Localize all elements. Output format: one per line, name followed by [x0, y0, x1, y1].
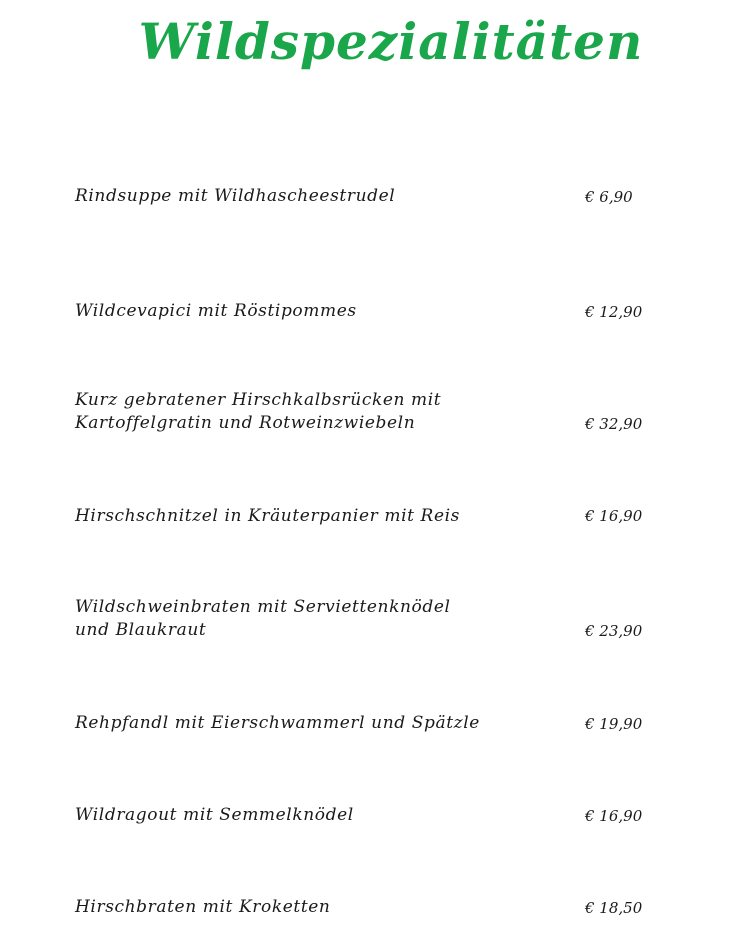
- menu-item-name: [75, 389, 441, 435]
- menu-item-price: € 32,90: [585, 415, 643, 433]
- menu-item-line: Rehpfandl mit Eierschwammerl und Spätzle: [75, 713, 480, 733]
- menu-item-name: [75, 596, 451, 642]
- page-title: Wildspezialitäten: [138, 12, 644, 71]
- menu-item-line: und Blaukraut: [75, 620, 207, 640]
- menu-item-line: Kartoffelgratin und Rotweinzwiebeln: [75, 413, 416, 433]
- menu-item-line: Rindsuppe mit Wildhascheestrudel: [75, 186, 396, 206]
- menu-item-name: [75, 300, 357, 323]
- menu-item-price: € 23,90: [585, 622, 643, 640]
- menu-item-line: Wildcevapici mit Röstipommes: [75, 301, 357, 321]
- menu-item-price: € 6,90: [585, 188, 633, 206]
- menu-item-line: Wildragout mit Semmelknödel: [75, 805, 354, 825]
- menu-item-price: € 16,90: [585, 807, 643, 825]
- menu-item-price: € 18,50: [585, 899, 643, 917]
- menu-item-price: € 12,90: [585, 303, 643, 321]
- menu-item-name: [75, 712, 480, 735]
- menu-item-price: € 16,90: [585, 507, 643, 525]
- menu-item-line: Hirschschnitzel in Kräuterpanier mit Reis: [75, 506, 460, 526]
- menu-item-name: [75, 505, 460, 528]
- menu-item-name: [75, 185, 395, 208]
- menu-item-line: Kurz gebratener Hirschkalbsrücken mit: [75, 390, 442, 410]
- menu-item-name: [75, 896, 330, 919]
- menu-item-name: [75, 804, 354, 827]
- menu-item-line: Wildschweinbraten mit Serviettenknödel: [75, 597, 451, 617]
- menu-item-line: Hirschbraten mit Kroketten: [75, 897, 331, 917]
- menu-item-price: € 19,90: [585, 715, 643, 733]
